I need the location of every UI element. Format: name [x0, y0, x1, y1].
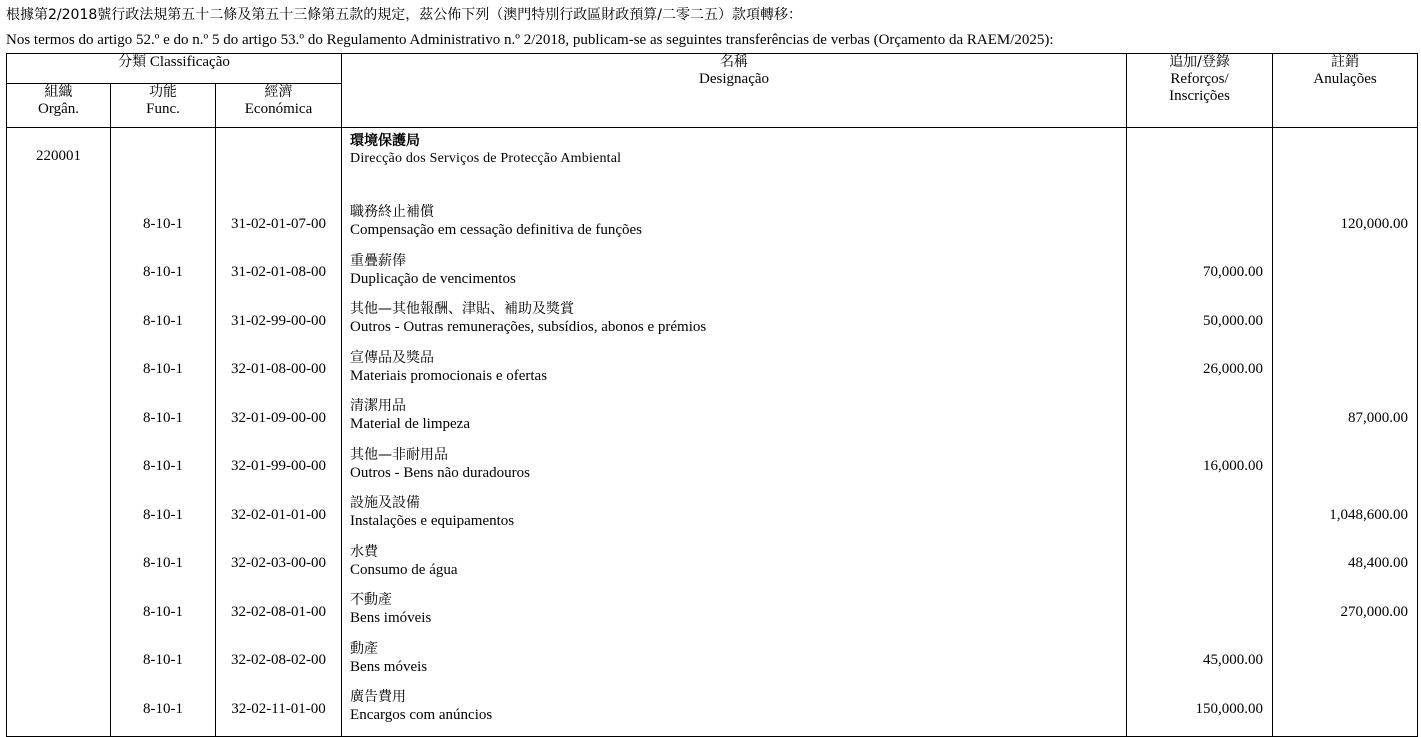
anulacoes-header-pt: Anulações [1313, 71, 1377, 87]
func-header-pt: Func. [146, 101, 180, 117]
organ-cell [7, 251, 111, 300]
organ-cell [7, 348, 111, 397]
anulacao-amount: 48,400.00 [1273, 542, 1418, 591]
designation-cell [342, 251, 1127, 300]
intro-text-portuguese: Nos termos do artigo 52.º e do n.º 5 do artigo 53.º do Regulamento Administrativo n.º 2/2018, publicam-se as seguintes transferências de verbas (Orçamento da RAEM/2025): [6, 32, 1054, 48]
func-code: 8-10-1 [111, 687, 216, 736]
designation-header [342, 54, 1127, 128]
reforco-amount [1127, 590, 1273, 639]
classification-header-pt: Classificação [149, 54, 230, 70]
organ-header-zh: 組織 [44, 84, 73, 100]
classification-header-zh: 分類 [118, 54, 147, 70]
designation-cell [342, 202, 1127, 251]
designation-pt: Bens imóveis [350, 610, 432, 626]
econ-code: 31-02-01-08-00 [216, 251, 342, 300]
anulacao-amount [1273, 639, 1418, 688]
designation-zh: 宣傳品及獎品 [350, 349, 435, 366]
designation-zh: 水費 [350, 543, 379, 560]
table-row [7, 202, 1418, 251]
econ-header-pt: Económica [244, 101, 313, 117]
designation-zh: 清潔用品 [350, 398, 407, 414]
organ-cell [7, 639, 111, 688]
designation-pt: Instalações e equipamentos [350, 513, 515, 529]
designation-pt: Duplicação de vencimentos [350, 270, 516, 287]
department-name-zh: 環境保護局 [350, 133, 421, 149]
anulacao-amount: 270,000.00 [1273, 590, 1418, 639]
designation-pt: Encargos com anúncios [350, 707, 493, 723]
table-row [7, 396, 1418, 445]
func-code: 8-10-1 [111, 493, 216, 542]
designation-zh: 廣告費用 [350, 689, 407, 705]
department-code: 220001 [7, 128, 111, 203]
designation-pt: Outros - Bens não duradouros [350, 464, 531, 481]
table-row [7, 251, 1418, 300]
intro-text-chinese: 根據第2/2018號行政法規第五十二條及第五十三條第五款的規定，茲公佈下列（澳門特別行政區財政預算/二零二五）款項轉移： [6, 7, 802, 23]
organ-cell [7, 590, 111, 639]
designation-cell [342, 348, 1127, 397]
econ-code: 32-01-08-00-00 [216, 348, 342, 397]
econ-header-zh: 經濟 [264, 84, 293, 100]
reforcos-header-zh: 追加/登錄 [1169, 54, 1230, 70]
anulacao-amount: 1,048,600.00 [1273, 493, 1418, 542]
designation-zh: 動產 [350, 640, 379, 657]
anulacoes-header-zh: 註銷 [1331, 54, 1360, 70]
anulacao-amount [1273, 348, 1418, 397]
func-header [111, 84, 216, 128]
anulacao-amount: 87,000.00 [1273, 396, 1418, 445]
designation-cell [342, 687, 1127, 736]
designation-cell [342, 445, 1127, 494]
reforco-amount: 16,000.00 [1127, 445, 1273, 494]
func-code: 8-10-1 [111, 542, 216, 591]
reforcos-header [1127, 54, 1273, 128]
designation-pt: Bens móveis [350, 658, 428, 675]
designation-pt: Compensação em cessação definitiva de funções [350, 222, 642, 238]
designation-pt: Materiais promocionais e ofertas [350, 367, 548, 384]
reforco-amount: 26,000.00 [1127, 348, 1273, 397]
designation-zh: 其他—其他報酬、津貼、補助及獎賞 [350, 301, 575, 317]
econ-code: 32-02-08-02-00 [216, 639, 342, 688]
department-row [7, 128, 1418, 203]
organ-header-pt: Orgân. [38, 101, 79, 117]
econ-code: 32-02-11-01-00 [216, 687, 342, 736]
econ-code: 32-02-03-00-00 [216, 542, 342, 591]
anulacao-amount: 120,000.00 [1273, 202, 1418, 251]
reforco-amount: 150,000.00 [1127, 687, 1273, 736]
table-row [7, 299, 1418, 348]
designation-cell [342, 542, 1127, 591]
designation-cell [342, 590, 1127, 639]
func-code: 8-10-1 [111, 251, 216, 300]
designation-cell [342, 639, 1127, 688]
organ-cell [7, 542, 111, 591]
table-row [7, 639, 1418, 688]
designation-pt: Outros - Outras remunerações, subsídios, abonos e prémios [350, 319, 707, 335]
econ-code: 32-01-99-00-00 [216, 445, 342, 494]
anulacao-amount [1273, 299, 1418, 348]
table-row [7, 348, 1418, 397]
reforcos-header-pt2: Inscrições [1169, 88, 1230, 104]
reforco-amount [1127, 542, 1273, 591]
table-row [7, 687, 1418, 736]
func-code: 8-10-1 [111, 445, 216, 494]
designation-pt: Consumo de água [350, 561, 458, 578]
designation-cell [342, 493, 1127, 542]
department-name-pt: Direcção dos Serviços de Protecção Ambiental [350, 151, 622, 166]
designation-header-zh: 名稱 [720, 54, 749, 70]
reforco-amount: 70,000.00 [1127, 251, 1273, 300]
organ-cell [7, 299, 111, 348]
reforco-amount [1127, 202, 1273, 251]
anulacao-amount [1273, 445, 1418, 494]
econ-code: 31-02-99-00-00 [216, 299, 342, 348]
econ-code: 32-02-08-01-00 [216, 590, 342, 639]
anulacoes-header [1273, 54, 1418, 128]
func-code: 8-10-1 [111, 299, 216, 348]
econ-code: 32-02-01-01-00 [216, 493, 342, 542]
designation-zh: 重疊薪俸 [350, 252, 407, 269]
func-code: 8-10-1 [111, 348, 216, 397]
func-code: 8-10-1 [111, 590, 216, 639]
designation-zh: 其他—非耐用品 [350, 446, 449, 463]
func-code: 8-10-1 [111, 202, 216, 251]
econ-header [216, 84, 342, 128]
reforco-amount [1127, 396, 1273, 445]
table-row [7, 542, 1418, 591]
designation-cell [342, 299, 1127, 348]
reforcos-header-pt1: Reforços/ [1170, 71, 1229, 87]
anulacao-amount [1273, 251, 1418, 300]
organ-cell [7, 396, 111, 445]
classification-header [7, 54, 342, 84]
func-code: 8-10-1 [111, 639, 216, 688]
designation-zh: 不動產 [350, 592, 393, 608]
econ-code: 31-02-01-07-00 [216, 202, 342, 251]
func-code: 8-10-1 [111, 396, 216, 445]
designation-zh: 職務終止補償 [350, 204, 435, 220]
table-row [7, 493, 1418, 542]
designation-pt: Material de limpeza [350, 416, 470, 432]
reforco-amount [1127, 493, 1273, 542]
table-row [7, 445, 1418, 494]
table-row [7, 590, 1418, 639]
organ-cell [7, 493, 111, 542]
organ-header [7, 84, 111, 128]
anulacao-amount [1273, 687, 1418, 736]
budget-transfer-table [6, 53, 1418, 737]
department-name [342, 128, 1127, 203]
econ-code: 32-01-09-00-00 [216, 396, 342, 445]
organ-cell [7, 445, 111, 494]
designation-zh: 設施及設備 [350, 495, 421, 511]
reforco-amount: 50,000.00 [1127, 299, 1273, 348]
organ-cell [7, 202, 111, 251]
func-header-zh: 功能 [149, 84, 177, 100]
designation-cell [342, 396, 1127, 445]
reforco-amount: 45,000.00 [1127, 639, 1273, 688]
designation-header-pt: Designação [699, 71, 770, 87]
organ-cell [7, 687, 111, 736]
